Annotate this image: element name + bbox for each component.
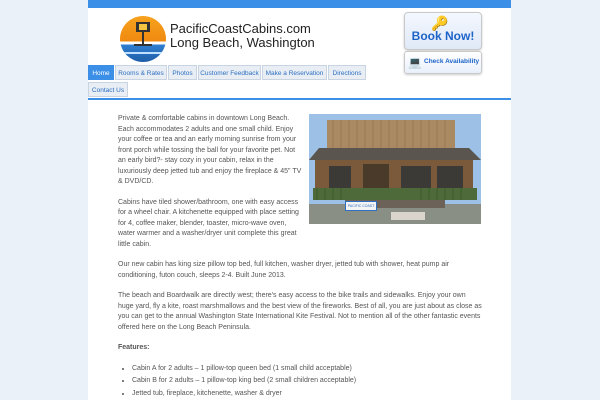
book-now-button[interactable] xyxy=(404,12,482,50)
main-nav xyxy=(88,65,511,98)
top-accent-bar xyxy=(88,0,511,8)
intro-paragraph: Private & comfortable cabins in downtown Long Beach. Each accommodates 2 adults and one small child. Enjoy your coffee or tea and an early morning sunrise from your front porch while tossing the ball for your favorite pet. Not an early bird?- stay cozy in your cabin, relax in the luxuriously deep jetted tub and enjoy the fireplace & 45" TV & DVD/CD. xyxy=(118,115,302,185)
nav-underline xyxy=(88,98,511,100)
logo-wave xyxy=(120,52,166,54)
tab-photos[interactable]: Photos xyxy=(168,65,197,80)
list-item: • Jetted tub, fireplace, kitchenette, washer & dryer xyxy=(132,389,483,400)
page-container xyxy=(88,8,511,400)
tab-customer-feedback[interactable]: Customer Feedback xyxy=(198,65,261,80)
tab-contact-us[interactable]: Contact Us xyxy=(88,82,128,97)
laptop-icon: 💻 xyxy=(408,57,422,69)
site-logo[interactable] xyxy=(120,16,166,62)
site-title[interactable]: PacificCoastCabins.com xyxy=(170,21,311,36)
features-heading: Features: xyxy=(118,344,150,351)
logo-flag-inner xyxy=(139,24,147,30)
key-icon: 🔑 xyxy=(431,15,449,31)
amenities-paragraph: Cabins have tiled shower/bathroom, one with easy access for a wheel chair. A kitchenette equipped with place setting for 4, coffee maker, blender, toaster, micro-wave oven, water warmer and a washer/dryer unit complete this great little cabin. xyxy=(118,198,299,248)
site-subtitle: Long Beach, Washington xyxy=(170,35,315,50)
location-paragraph: The beach and Boardwalk are directly west; there's easy access to the bike trails and sidewalks. Enjoy your own huge yard, fly a kite, roast marshmallows and the best view of the fireworks. Best of all, you are just about as close as you can get to the annual Washington State International Kite Festival. Not to mention all of the other fantastic events offered here on the Long Beach Peninsula. xyxy=(118,292,482,331)
tab-home[interactable]: Home xyxy=(88,65,114,80)
new-cabin-paragraph: Our new cabin has king size pillow top bed, full kitchen, washer dryer, jetted tub with shower, heat pump air conditioning, futon couch, sleeps 2-4. Built June 2013. xyxy=(118,261,450,279)
cabin-sign: PACIFIC COAST xyxy=(345,201,377,211)
list-item: • Cabin A for 2 adults – 1 pillow-top queen bed (1 small child acceptable) xyxy=(132,364,483,375)
tab-rooms-rates[interactable]: Rooms & Rates xyxy=(115,65,167,80)
list-item: • Cabin B for 2 adults – 1 pillow-top king bed (2 small children acceptable) xyxy=(132,376,483,387)
tab-make-reservation[interactable]: Make a Reservation xyxy=(262,65,327,80)
features-list xyxy=(118,364,483,400)
book-now-label: Book Now! xyxy=(411,29,475,43)
check-availability-label: Check Availability xyxy=(424,58,480,65)
main-content xyxy=(118,114,483,400)
logo-base xyxy=(134,44,152,46)
tab-directions[interactable]: Directions xyxy=(328,65,366,80)
